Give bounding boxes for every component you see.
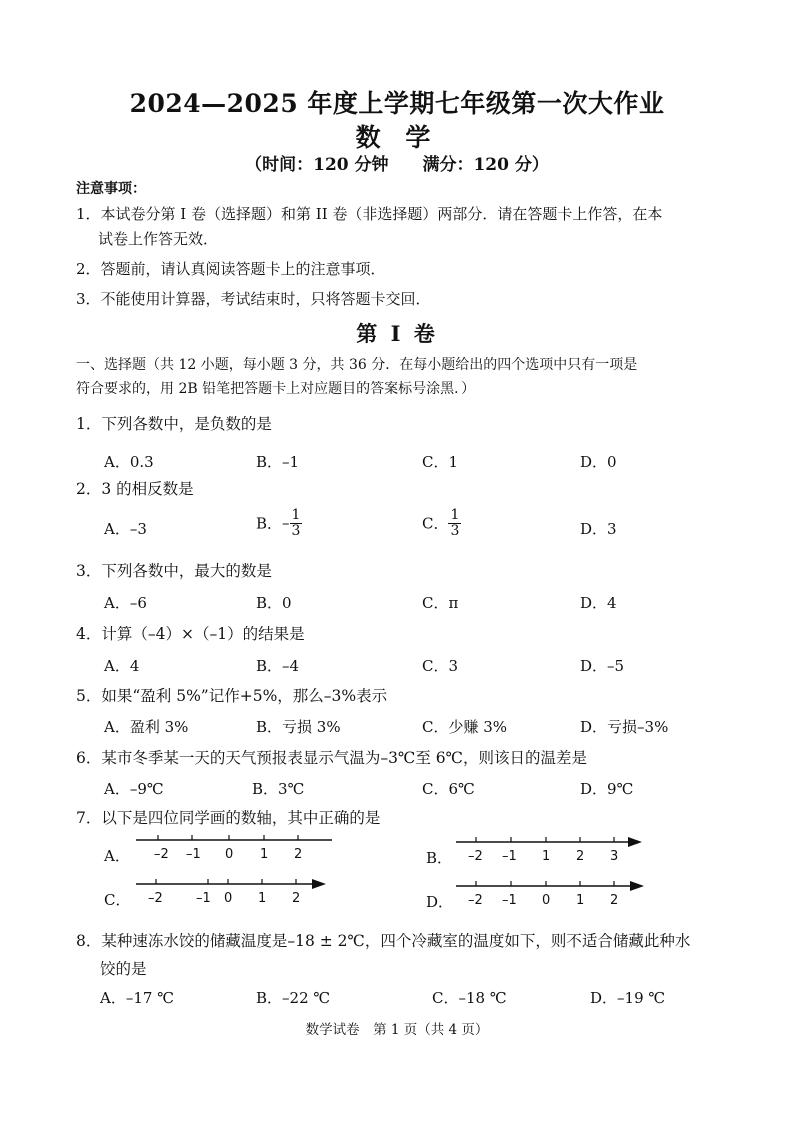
number-line-b-label: –2 xyxy=(468,849,483,864)
number-line-d-label: 2 xyxy=(610,893,619,908)
question-3-option-b: B．0 xyxy=(256,594,292,612)
question-3-stem: 3．下列各数中，最大的数是 xyxy=(76,562,272,580)
note-item-2: 2．答题前，请认真阅读答题卡上的注意事项． xyxy=(76,260,386,278)
question-2-stem: 2．3 的相反数是 xyxy=(76,480,194,498)
question-2-option-c-label: C． xyxy=(422,514,449,533)
question-4-stem: 4．计算（–4）×（–1）的结果是 xyxy=(76,625,305,643)
number-line-a-label: –1 xyxy=(186,847,201,862)
question-3-option-a: A．–6 xyxy=(104,594,147,612)
number-line-c-label: 1 xyxy=(258,891,267,906)
question-5-option-c: C．少赚 3% xyxy=(422,718,508,736)
question-8-stem-line-2: 饺的是 xyxy=(100,960,147,978)
number-line-b-label: 1 xyxy=(542,849,551,864)
question-8-option-a: A．–17 ℃ xyxy=(100,989,174,1007)
number-line-b-arrow xyxy=(628,837,642,847)
question-7-option-c: C． xyxy=(104,891,131,909)
question-6-option-c: C．6℃ xyxy=(422,780,475,798)
question-4-option-a: A．4 xyxy=(104,657,140,675)
number-line-c-label: 0 xyxy=(224,891,233,906)
fraction-denominator: 3 xyxy=(291,522,301,539)
question-1-option-a: A．0.3 xyxy=(104,453,154,471)
question-1-option-c: C．1 xyxy=(422,453,459,471)
question-1-stem: 1．下列各数中，是负数的是 xyxy=(76,415,272,433)
number-line-d-label: 1 xyxy=(576,893,585,908)
question-2-option-c xyxy=(422,508,461,538)
number-line-b-label: 3 xyxy=(610,849,619,864)
number-line-a-label: 2 xyxy=(294,847,303,862)
question-2-option-b xyxy=(256,508,302,538)
number-line-b xyxy=(456,834,646,870)
part-1-heading: 第 I 卷 xyxy=(356,321,438,346)
number-line-c-label: 2 xyxy=(292,891,301,906)
number-line-a-label: 1 xyxy=(260,847,269,862)
question-3-option-c: C．π xyxy=(422,594,459,612)
question-2-option-b-sign: – xyxy=(282,514,290,533)
number-line-a-label: –2 xyxy=(154,847,169,862)
number-line-c-arrow xyxy=(312,879,326,889)
page-footer: 数学试卷 第 1 页（共 4 页） xyxy=(305,1022,489,1038)
question-5-option-b: B．亏损 3% xyxy=(256,718,341,736)
number-line-a-label: 0 xyxy=(225,847,234,862)
question-2-option-d: D．3 xyxy=(580,520,617,538)
number-line-d-label: –2 xyxy=(468,893,483,908)
fraction-numerator: 1 xyxy=(450,507,460,523)
question-4-option-c: C．3 xyxy=(422,657,459,675)
question-6-stem: 6．某市冬季某一天的天气预报表显示气温为–3℃至 6℃，则该日的温差是 xyxy=(76,749,587,767)
question-5-option-d: D．亏损–3% xyxy=(580,718,669,736)
number-line-d xyxy=(456,878,652,914)
question-7-option-b: B． xyxy=(426,849,453,867)
exam-title: 2024—2025 年度上学期七年级第一次大作业 xyxy=(129,89,665,118)
number-line-b-label: 2 xyxy=(576,849,585,864)
note-item-1-line-2: 试卷上作答无效． xyxy=(98,230,219,248)
fraction-numerator: 1 xyxy=(291,507,301,523)
question-5-option-a: A．盈利 3% xyxy=(104,718,189,736)
question-7-option-d: D． xyxy=(426,893,454,911)
subject-title: 数 学 xyxy=(355,123,439,152)
exam-meta xyxy=(0,150,794,175)
notes-heading: 注意事项： xyxy=(76,181,146,197)
question-8-option-c: C．–18 ℃ xyxy=(432,989,507,1007)
question-7-option-a: A． xyxy=(104,847,130,865)
question-1-option-b: B．–1 xyxy=(256,453,300,471)
question-6-option-b: B．3℃ xyxy=(252,780,305,798)
question-2-option-c-fraction xyxy=(448,508,461,538)
exam-score: 满分：120 分） xyxy=(422,155,549,175)
question-4-option-b: B．–4 xyxy=(256,657,300,675)
number-line-d-label: –1 xyxy=(502,893,517,908)
question-1-option-d: D．0 xyxy=(580,453,617,471)
section-1-line-2: 符合要求的，用 2B 铅笔把答题卡上对应题目的答案标号涂黑．） xyxy=(76,381,476,397)
question-5-stem: 5．如果“盈利 5%”记作+5%，那么–3%表示 xyxy=(76,687,388,705)
question-6-option-a: A．–9℃ xyxy=(104,780,164,798)
note-item-1-line-1: 1．本试卷分第 I 卷（选择题）和第 II 卷（非选择题）两部分．请在答题卡上作答，在本 xyxy=(76,205,663,223)
exam-time: （时间：120 分钟 xyxy=(245,155,389,175)
question-8-option-d: D．–19 ℃ xyxy=(590,989,666,1007)
question-2-option-b-label: B． xyxy=(256,514,283,533)
fraction-denominator: 3 xyxy=(450,522,460,539)
question-2-option-b-fraction xyxy=(290,508,303,538)
question-6-option-d: D．9℃ xyxy=(580,780,634,798)
question-4-option-d: D．–5 xyxy=(580,657,625,675)
number-line-a xyxy=(136,832,336,868)
question-3-option-d: D．4 xyxy=(580,594,617,612)
number-line-c-label: –2 xyxy=(148,891,163,906)
number-line-d-label: 0 xyxy=(542,893,551,908)
question-2-option-a: A．–3 xyxy=(104,520,147,538)
number-line-b-label: –1 xyxy=(502,849,517,864)
question-8-stem-line-1: 8．某种速冻水饺的储藏温度是–18 ± 2℃，四个冷藏室的温度如下，则不适合储藏此种水 xyxy=(76,932,691,950)
number-line-d-arrow xyxy=(630,881,644,891)
note-item-3: 3．不能使用计算器，考试结束时，只将答题卡交回． xyxy=(76,290,431,308)
number-line-c xyxy=(136,876,332,912)
question-7-stem: 7．以下是四位同学画的数轴，其中正确的是 xyxy=(76,809,381,827)
question-8-option-b: B．–22 ℃ xyxy=(256,989,331,1007)
section-1-line-1: 一、选择题（共 12 小题，每小题 3 分，共 36 分．在每小题给出的四个选项中只有一项是 xyxy=(76,357,638,373)
number-line-c-label: –1 xyxy=(196,891,211,906)
